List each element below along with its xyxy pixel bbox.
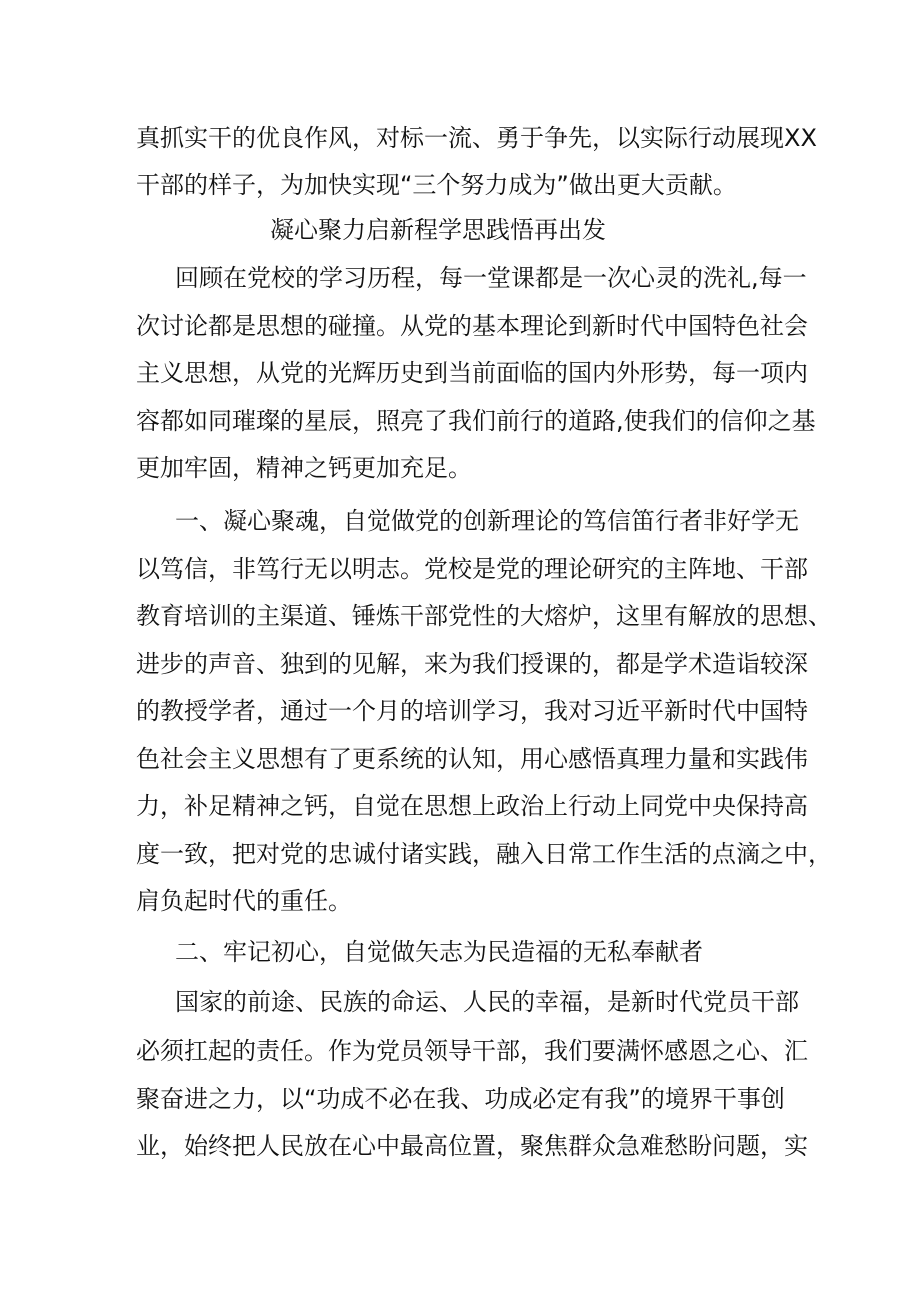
subheading-2: 二、牢记初心，自觉做矢志为民造福的无私奉献者 bbox=[175, 938, 703, 966]
body-line-7: 更加牢固，精神之钙更加充足。 bbox=[136, 454, 472, 482]
body-line-16: 国家的前途、民族的命运、人民的幸福，是新时代党员干部 bbox=[175, 988, 799, 1016]
body-line-5: 主义思想，从党的光辉历史到当前面临的国内外形势，每一项内 bbox=[136, 359, 808, 387]
body-line-9: 教育培训的主渠道、锤炼干部党性的大熔炉，这里有解放的思想、 bbox=[136, 602, 832, 630]
section-title: 凝心聚力启新程学思践悟再出发 bbox=[270, 216, 606, 244]
body-line-19: 业，始终把人民放在心中最高位置，聚焦群众急难愁盼问题，实 bbox=[136, 1132, 808, 1160]
body-line-12: 色社会主义思想有了更系统的认知，用心感悟真理力量和实践伟 bbox=[136, 745, 808, 773]
body-line-18: 聚奋进之力，以“功成不必在我、功成必定有我”的境界干事创 bbox=[136, 1085, 785, 1113]
body-line-14: 度一致，把对党的忠诚付诸实践，融入日常工作生活的点滴之中， bbox=[136, 840, 832, 868]
body-line-4: 次讨论都是思想的碰撞。从党的基本理论到新时代中国特色社会 bbox=[136, 312, 808, 340]
body-line-11: 的教授学者，通过一个月的培训学习，我对习近平新时代中国特 bbox=[136, 697, 808, 725]
body-line-17: 必须扛起的责任。作为党员领导干部，我们要满怀感恩之心、汇 bbox=[136, 1037, 808, 1065]
body-line-6: 容都如同璀璨的星辰，照亮了我们前行的道路,使我们的信仰之基 bbox=[136, 407, 816, 435]
body-line-2: 干部的样子，为加快实现“三个努力成为”做出更大贡献。 bbox=[136, 171, 737, 199]
body-line-15: 肩负起时代的重任。 bbox=[136, 887, 352, 915]
body-line-10: 进步的声音、独到的见解，来为我们授课的，都是学术造诣较深 bbox=[136, 650, 808, 678]
subheading-1: 一、凝心聚魂，自觉做党的创新理论的笃信笛行者非好学无 bbox=[175, 507, 799, 535]
body-line-8: 以笃信，非笃行无以明志。党校是党的理论研究的主阵地、干部 bbox=[136, 555, 808, 583]
body-line-13: 力，补足精神之钙，自觉在思想上政治上行动上同党中央保持高 bbox=[136, 792, 808, 820]
body-line-3: 回顾在党校的学习历程，每一堂课都是一次心灵的洗礼,每一 bbox=[175, 264, 807, 292]
body-line-1: 真抓实干的优良作风，对标一流、勇于争先，以实际行动展现XX bbox=[136, 124, 817, 152]
